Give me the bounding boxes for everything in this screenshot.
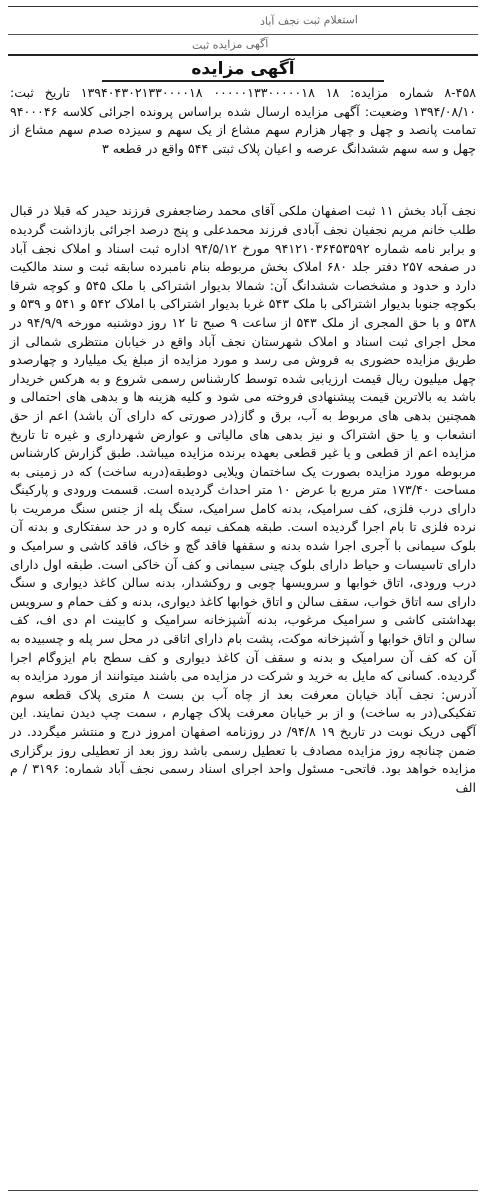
torn-header-strip — [8, 0, 478, 56]
header-scrap-text: استعلام ثبت نجف آباد — [260, 13, 359, 28]
header-scrap-text-2: آگهی مزایده ثبت — [191, 37, 269, 52]
header-rule-top — [8, 6, 478, 7]
header-rule-bottom — [8, 34, 478, 35]
notice-body-paragraph: نجف آباد بخش ۱۱ ثبت اصفهان ملکی آقای محمد رضاجعفری فرزند حیدر که قبلا در قبال طلب خانم مریم نجفیان نجف آبادی فرزند محمدعلی و پنج درصد اجرائی بازداشت گردیده و برابر نامه شماره ۹۴۱۲۱۰۳۶۴۵۳۵۹۲ مورخ ۹۴/۵/۱۲ اداره ثبت اسناد و املاک نجف آباد در صفحه ۲۵۷ دفتر جلد ۶۸۰ املاک بخش مربوطه بنام نامبرده سابقه ثبت و سند مالکیت دارد و حدود و مشخصات ششدانگ آن: شمالا بدیوار اشتراکی با ملک ۵۴۵ و کوچه شرقا بکوچه جنوبا بدیوار اشتراکی با ملک ۵۴۳ غربا بدیوار اشتراکی با املاک ۵۴۲ و ۵۴۱ و ۵۳۹ و ۵۳۸ و با حق المجری از ملک ۵۴۳ از ساعت ۹ صبح تا ۱۲ روز دوشنبه مورخه ۹۴/۹/۹ در محل اجرای ثبت اسناد و املاک شهرستان نجف آباد واقع در خیابان منتظری شمالی از طریق مزایده حضوری به فروش می رسد و مورد مزایده از مبلغ یک میلیارد و چهارصدو چهل میلیون ریال قیمت ارزیابی شده توسط کارشناس رسمی شروع و به هرکس خریدار باشد به بالاترین قیمت پیشنهادی فروخته می شود و کلیه هزینه ها و بدهی های احتمالی و همچنین بدهی های مربوط به آب، برق و گاز(در صورتی که دارای آن باشد) اعم از حق انشعاب و یا حق اشتراک و نیز بدهی های مالیاتی و عوارض شهرداری و غیره تا تاریخ مزایده اعم از قطعی و یا غیر قطعی بعهده برنده مزایده میباشد. طبق گزارش کارشناس مربوطه مورد مزایده بصورت یک ساختمان ویلایی دوطبقه(دربه ساخت) که در زمینی به مساحت ۱۷۳/۴۰ متر مربع با عرض ۱۰ متر احداث گردیده است. قسمت ورودی و پارکینگ دارای درب فلزی، کف سرامیک، بدنه کامل سرامیک، سنگ پله از جنس سنگ مرمریت با نرده فلزی تا بام اجرا گردیده است. طبقه همکف نیمه کاره و در حد سفتکاری و بدنه آن بلوک سیمانی با آجری اجرا شده بدنه و سقفها فاقد گچ و خاک، فاقد کاشی و سرامیک و دارای تاسیسات و حیاط دارای بلوک چینی سیمانی و کف آن خاکی است. طبقه اول دارای درب ورودی، اتاق خوابها و سرویسها چوبی و روکشدار، بدنه سالن کاغذ دیواری و سنگ دارای سه اتاق خواب، سقف سالن و اتاق خوابها کاغذ دیواری، بدنه و کف حمام و سرویس بهداشتی کاشی و سرامیک مرغوب، بدنه آشپزخانه سرامیک و کابینت ام دی اف، کف سالن و اتاق خوابها و آشپزخانه موکت، پشت بام دارای اتاقی در محل سر پله و چسبیده به آن که کف آن سرامیک و بدنه و سقف آن کاغذ دیواری و کف سطح بام ایزوگام اجرا گردیده. کسانی که مایل به خرید و شرکت در مزایده می باشند میتوانند از مورد مزایده به آدرس: نجف آباد خیابان معرفت بعد از چاه آب بن بست ۸ متری پلاک قطعه سوم تفکیکی(در به ساخت) و از بر خیابان معرفت پلاک چهارم ، سمت چپ دیدن نمایند. این آگهی دریک نوبت در تاریخ ۱۹ ۹۴/۸/ در روزنامه اصفهان امروز درج و منتشر میگردد. در ضمن چنانچه روز مزایده مصادف با تعطیل رسمی باشد روز بعد از تعطیلی روز برگزاری مزایده خواهد بود. فاتحی- مسئول واحد اجرای اسناد رسمی نجف آباد شماره: ۳۱۹۶ / م الف — [10, 203, 477, 795]
paragraph-gap — [8, 158, 478, 202]
notice-title: آگهی مزایده — [102, 58, 384, 82]
notice-lead-paragraph: ۸-۴۵۸ شماره مزایده: ۱۸ ۰۰۰۰۰۱۳۳۰۰۰۰۰۱۸ ۱۳۹۴۰۴۳۰۲۱۳۳۰۰۰۰۱۸ تاریخ ثبت: ۱۳۹۴/۰۸/۱۰ وضعیت: آگهی مزایده ارسال شده براساس پرونده اجرائی کلاسه ۹۴۰۰۰۴۶ تمامت پانصد و چهل و چهار هزارم سهم مشاع از یک سهم و سیزده صدم سهم مشاع از چهل و سه سهم ششدانگ عرصه و اعیان پلاک ثبتی ۵۴۴ واقع در قطعه ۳ — [10, 85, 476, 156]
bottom-rule — [8, 1190, 478, 1191]
